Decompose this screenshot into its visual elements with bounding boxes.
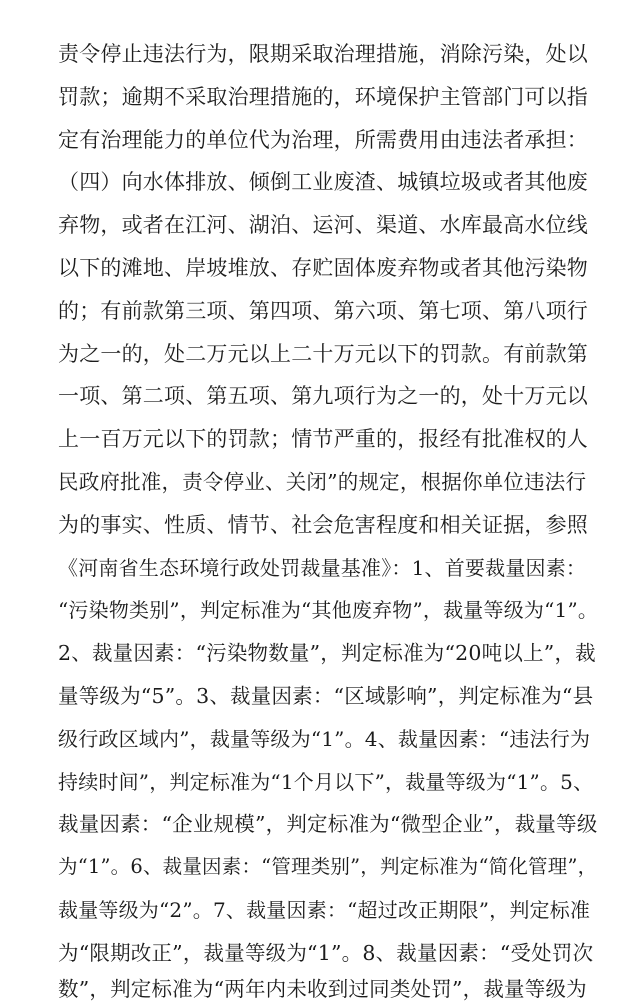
text-line: 为之一的，处二万元以上二十万元以下的罚款。有前款第 <box>58 342 588 366</box>
text-line: 罚款；逾期不采取治理措施的，环境保护主管部门可以指 <box>58 85 588 109</box>
text-line: 量等级为“5”。3、裁量因素：“区域影响”，判定标准为“县 <box>58 684 594 708</box>
text-line: 级行政区域内”，裁量等级为“1”。4、裁量因素：“违法行为 <box>58 727 591 751</box>
text-line: “污染物类别”，判定标准为“其他废弃物”，裁量等级为“1”。 <box>58 598 599 622</box>
text-line: 2、裁量因素：“污染物数量”，判定标准为“20吨以上”，裁 <box>58 641 596 665</box>
text-line: 裁量等级为“2”。7、裁量因素：“超过改正期限”，判定标准 <box>58 898 591 922</box>
text-line: 持续时间”，判定标准为“1个月以下”，裁量等级为“1”。5、 <box>58 770 594 794</box>
text-line: 的；有前款第三项、第四项、第六项、第七项、第八项行 <box>58 299 588 323</box>
text-line: 定有治理能力的单位代为治理，所需费用由违法者承担： <box>58 128 588 152</box>
text-line: 上一百万元以下的罚款；情节严重的，报经有批准权的人 <box>58 427 588 451</box>
text-line: 弃物，或者在江河、湖泊、运河、渠道、水库最高水位线 <box>58 213 588 237</box>
text-line: 责令停止违法行为，限期采取治理措施，消除污染，处以 <box>58 42 588 66</box>
text-line: 《河南省生态环境行政处罚裁量基准》：1、首要裁量因素： <box>58 556 587 580</box>
text-line: 民政府批准，责令停业、关闭”的规定，根据你单位违法行 <box>58 470 587 494</box>
text-line: 裁量因素：“企业规模”，判定标准为“微型企业”，裁量等级 <box>58 812 598 836</box>
text-line: 为“1”。6、裁量因素：“管理类别”，判定标准为“简化管理”， <box>58 855 598 878</box>
text-line: 一项、第二项、第五项、第九项行为之一的，处十万元以 <box>58 384 588 408</box>
text-line: 为的事实、性质、情节、社会危害程度和相关证据，参照 <box>58 513 588 537</box>
text-line: 数”，判定标准为“两年内未收到过同类处罚”，裁量等级为 <box>58 977 587 1001</box>
text-line: （四）向水体排放、倾倒工业废渣、城镇垃圾或者其他废 <box>58 170 588 194</box>
text-line: 以下的滩地、岸坡堆放、存贮固体废弃物或者其他污染物 <box>58 256 588 280</box>
text-line: 为“限期改正”，裁量等级为“1”。8、裁量因素：“受处罚次 <box>58 941 594 965</box>
